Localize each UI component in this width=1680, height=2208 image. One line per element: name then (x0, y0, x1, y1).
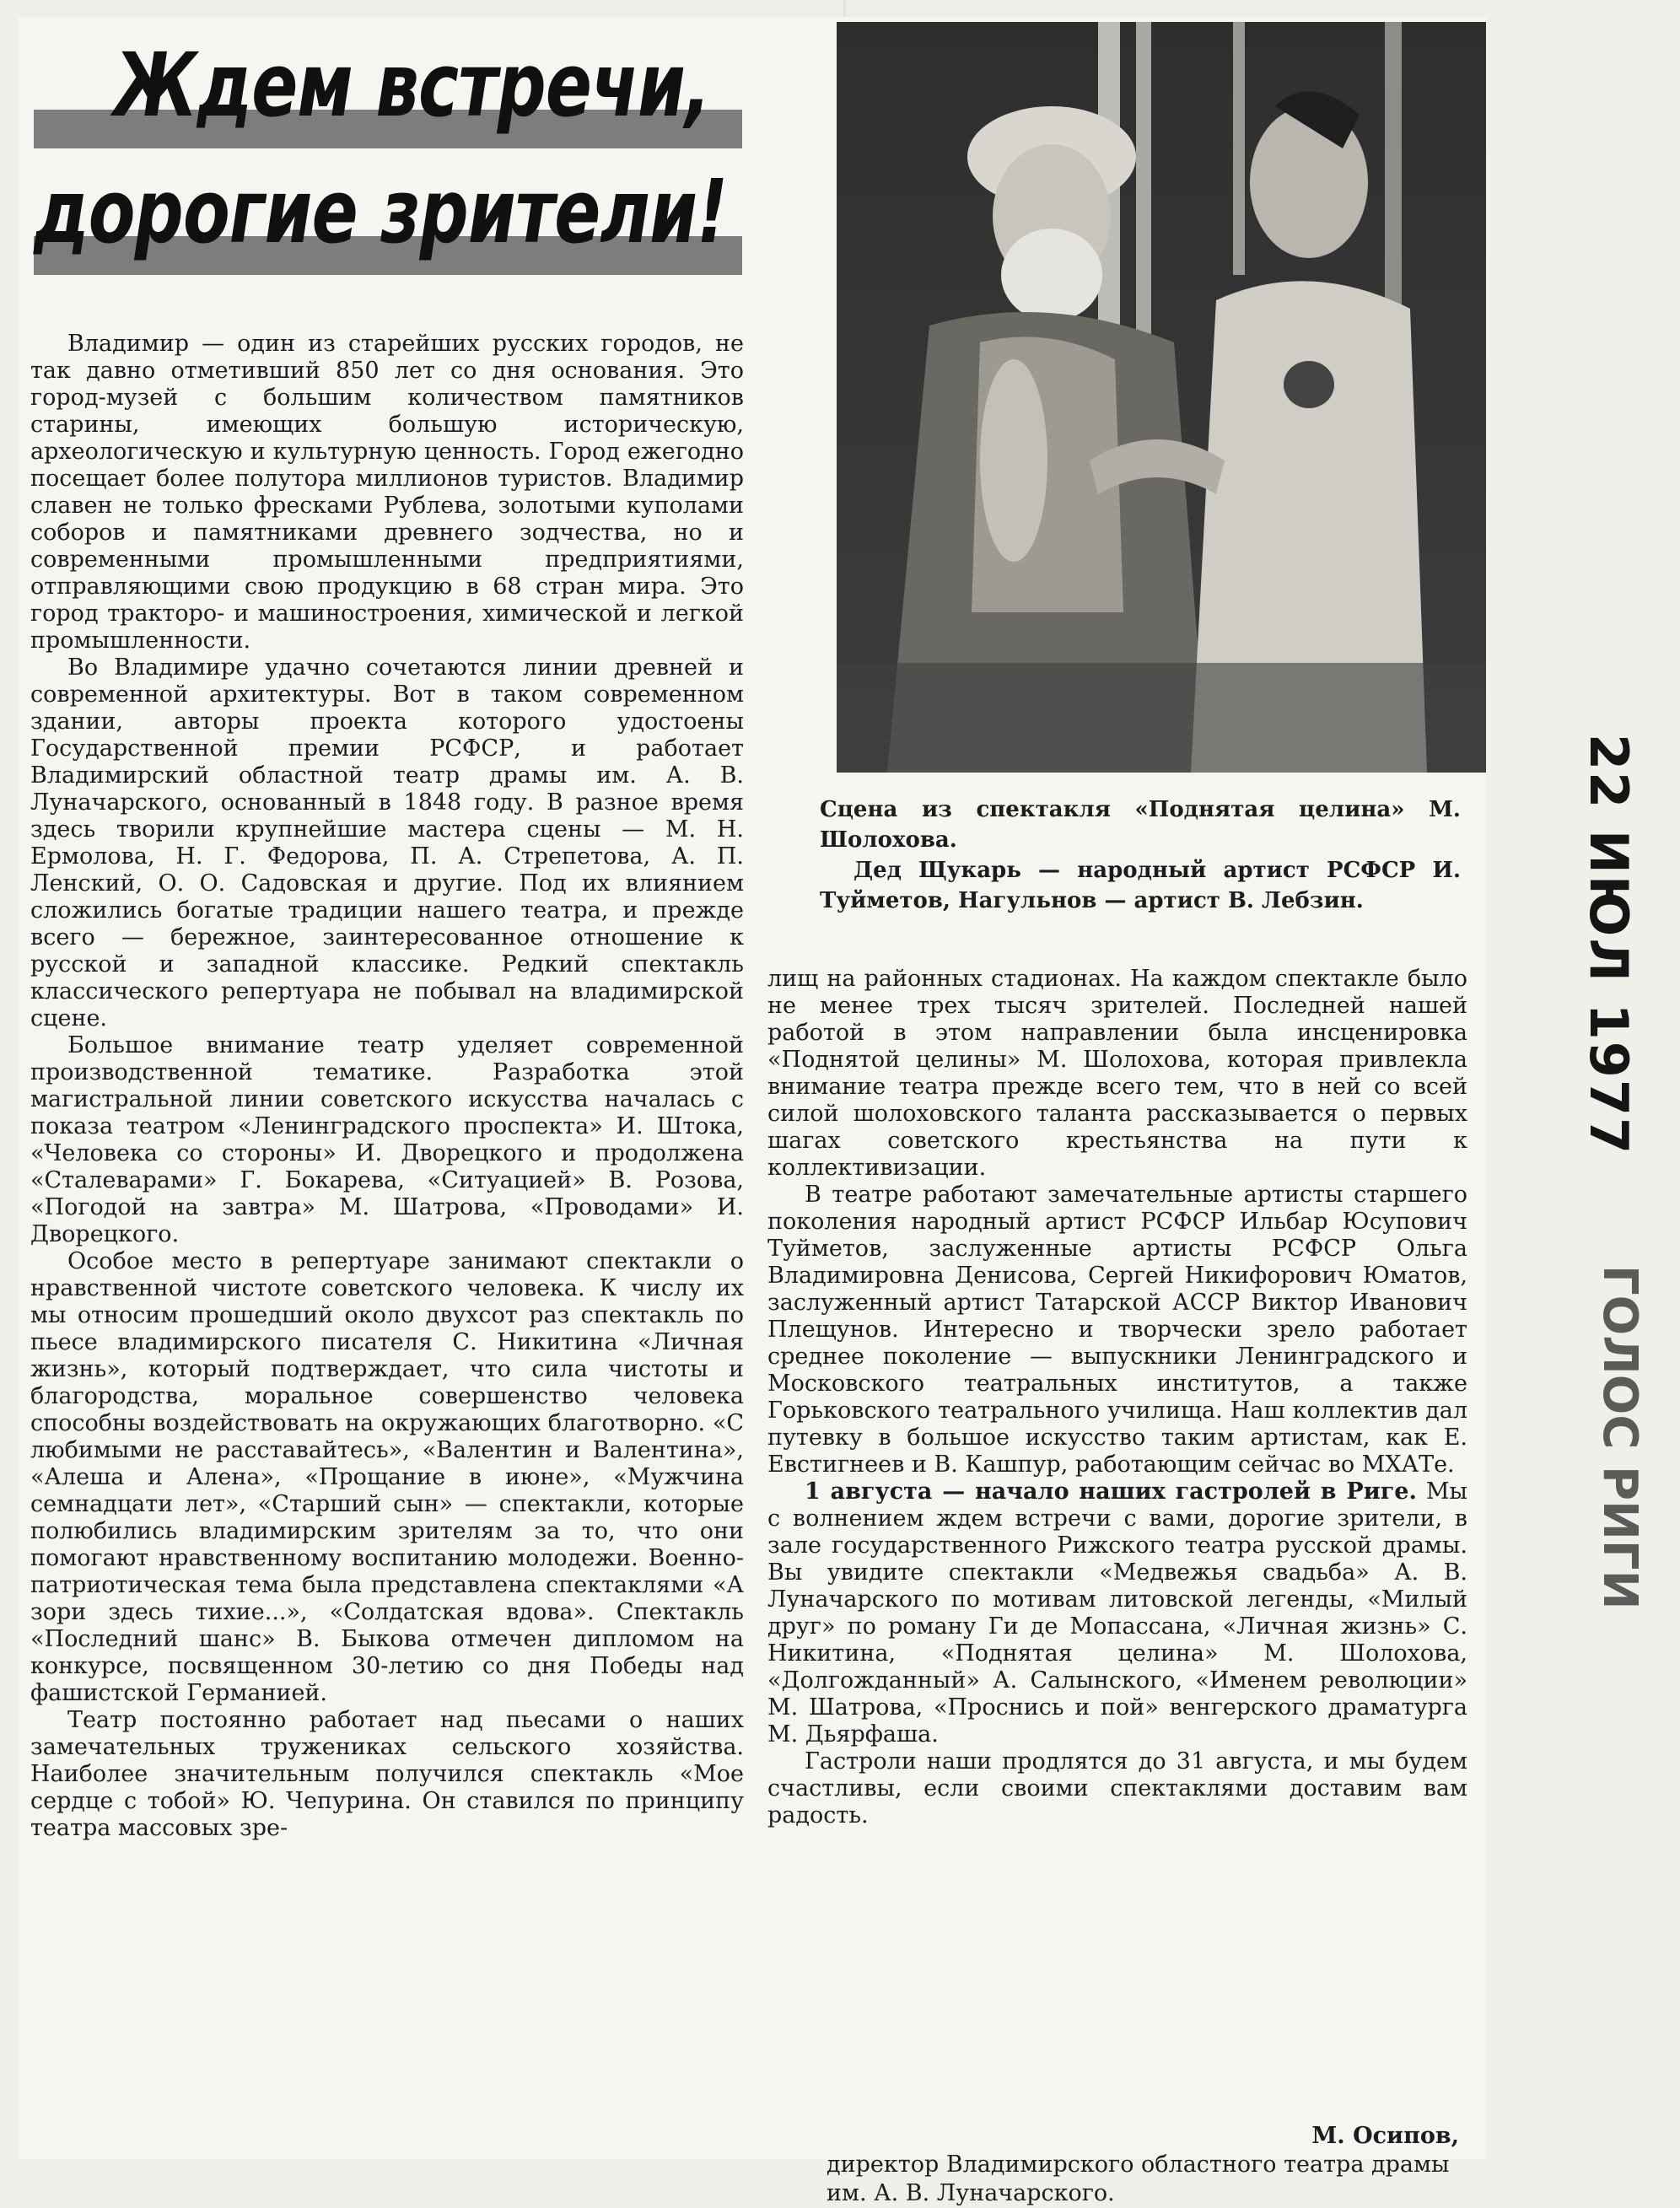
newspaper-stamp (1569, 1265, 1670, 1737)
article-paragraph: Большое внимание театр уделяет современной производственной тематике. Разработка этой магистральной линии советского искусства началась с показа театром «Ленинградского проспекта» И. Штока, «Человека со стороны» И. Дворецкого и продолжена «Сталеварами» Г. Бокарева, «Ситуацией» В. Розова, «Погодой на завтра» М. Шатрова, «Проводами» И. Дворецкого. (30, 1032, 744, 1247)
article-column-right (767, 966, 1467, 1829)
caption-line-1: Сцена из спектакля «Поднятая целина» М. Шолохова. (820, 797, 1461, 853)
author-role: директор Владимирского областного театра драмы им. А. В. Луначарского. (827, 2151, 1450, 2206)
signature-block (767, 2122, 1467, 2208)
headline-line-1: Ждем встречи, (114, 34, 711, 137)
newspaper-clipping (19, 17, 1486, 2206)
photo-caption (820, 794, 1461, 916)
article-paragraph: Гастроли наши продлятся до 31 августа, и мы будем счастливы, если своими спектаклями доставим вам радость. (767, 1748, 1467, 1828)
article-paragraph: Во Владимире удачно сочетаются линии древней и современной архитектуры. Вот в таком современном здании, авторы проекта которого удостоены Государственной премии РСФСР, и работает Владимирский областной театр драмы им. А. В. Луначарского, основанный в 1848 году. В разное время здесь творили крупнейшие мастера сцены — М. Н. Ермолова, Н. Г. Федорова, П. А. Стрепетова, А. П. Ленский, О. О. Садовская и другие. Под их влиянием сложились богатые традиции нашего театра, и прежде всего — бережное, заинтересованное отношение к русской и западной классике. Редкий спектакль классического репертуара не побывал на владимирской сцене. (30, 654, 744, 1031)
caption-line-2: Дед Щукарь — народный артист РСФСР И. Туйметов, Нагульнов — артист В. Лебзин. (820, 858, 1461, 913)
author-name: М. Осипов, (1311, 2123, 1459, 2149)
article-paragraph: лищ на районных стадионах. На каждом спектакле было не менее трех тысяч зрителей. Последней нашей работой в этом направлении была инсценировка «Поднятой целины» М. Шолохова, которая привлекла внимание театра прежде всего тем, что в ней со всей силой шолоховского таланта рассказывается о первых шагах советского крестьянства на пути к коллективизации. (767, 966, 1467, 1181)
headline-row-2 (34, 153, 751, 280)
headline-line-2: дорогие зрители! (34, 160, 728, 263)
photo-image-icon (837, 22, 1486, 773)
article-paragraph: В театре работают замечательные артисты старшего поколения народный артист РСФСР Ильбар Юсупович Туйметов, заслуженные артисты РСФСР Ольга Владимировна Денисова, Сергей Никифорович Юматов, заслуженный артист Татарской АССР Виктор Иванович Плещунов. Интересно и творчески зрело работает среднее поколение — выпускники Ленинградского и Московского театральных институтов, а также Горьковского театрального училища. Наш коллектив дал путевку в большое искусство таким артистам, как Е. Евстигнеев и В. Кашпур, работающим сейчас во МХАТе. (767, 1182, 1467, 1478)
article-paragraph (767, 1478, 1467, 1748)
theatre-scene-photo (837, 22, 1486, 773)
article-paragraph: Театр постоянно работает над пьесами о наших замечательных тружениках сельского хозяйства. Наиболее значительным получился спектакль «Мое сердце с тобой» Ю. Чепурина. Он ставился по принципу театра массовых зре- (30, 1707, 744, 1841)
tour-start-bold: 1 августа — начало наших гастролей в Риге. (805, 1478, 1417, 1505)
article-paragraph: Особое место в репертуаре занимают спектакли о нравственной чистоте советского человека. К числу их мы относим прошедший около двухсот раз спектакль по пьесе владимирского писателя С. Никитина «Личная жизнь», который подтверждает, что сила чистоты и благородства, моральное совершенство человека способны воздействовать на окружающих благотворно. «С любимыми не расставайтесь», «Валентин и Валентина», «Алеша и Алена», «Прощание в июне», «Мужчина семнадцати лет», «Старший сын» — спектакли, которые полюбились владимирским зрителям за то, что они помогают нравственному воспитанию молодежи. Военно-патриотическая тема была представлена спектаклями «А зори здесь тихие...», «Солдатская вдова». Спектакль «Последний шанс» В. Быкова отмечен дипломом на конкурсе, посвященном 30-летию со дня Победы над фашистской Германией. (30, 1248, 744, 1706)
stamp-place-text: ГОЛОС РИГИ (1592, 1265, 1647, 1610)
stamp-date-text: 22 ИЮЛ 1977 (1578, 734, 1640, 1156)
headline (34, 27, 751, 280)
headline-row-1 (34, 27, 751, 153)
article-paragraph: Владимир — один из старейших русских городов, не так давно отметивший 850 лет со дня основания. Это город-музей с большим количеством памятников старины, имеющих большую историческую, археологическую и культурную ценность. Город ежегодно посещает более полутора миллионов туристов. Владимир славен не только фресками Рублева, золотыми куполами соборов и памятниками древнего зодчества, но и современными промышленными предприятиями, отправляющими свою продукцию в 68 стран мира. Это город тракторо- и машиностроения, химической и легкой промышленности. (30, 331, 744, 654)
tour-text: Мы с волнением ждем встречи с вами, дорогие зрители, в зале государственного Рижского театра русской драмы. Вы увидите спектакли «Медвежья свадьба» А. В. Луначарского по мотивам литовской легенды, «Милый друг» по роману Ги де Мопассана, «Личная жизнь» С. Никитина, «Поднятая целина» М. Шолохова, «Долгожданный» А. Салынского, «Именем революции» М. Шатрова, «Проснись и пой» венгерского драматурга М. Дьярфаша. (767, 1478, 1468, 1748)
article-column-left (30, 331, 744, 1842)
